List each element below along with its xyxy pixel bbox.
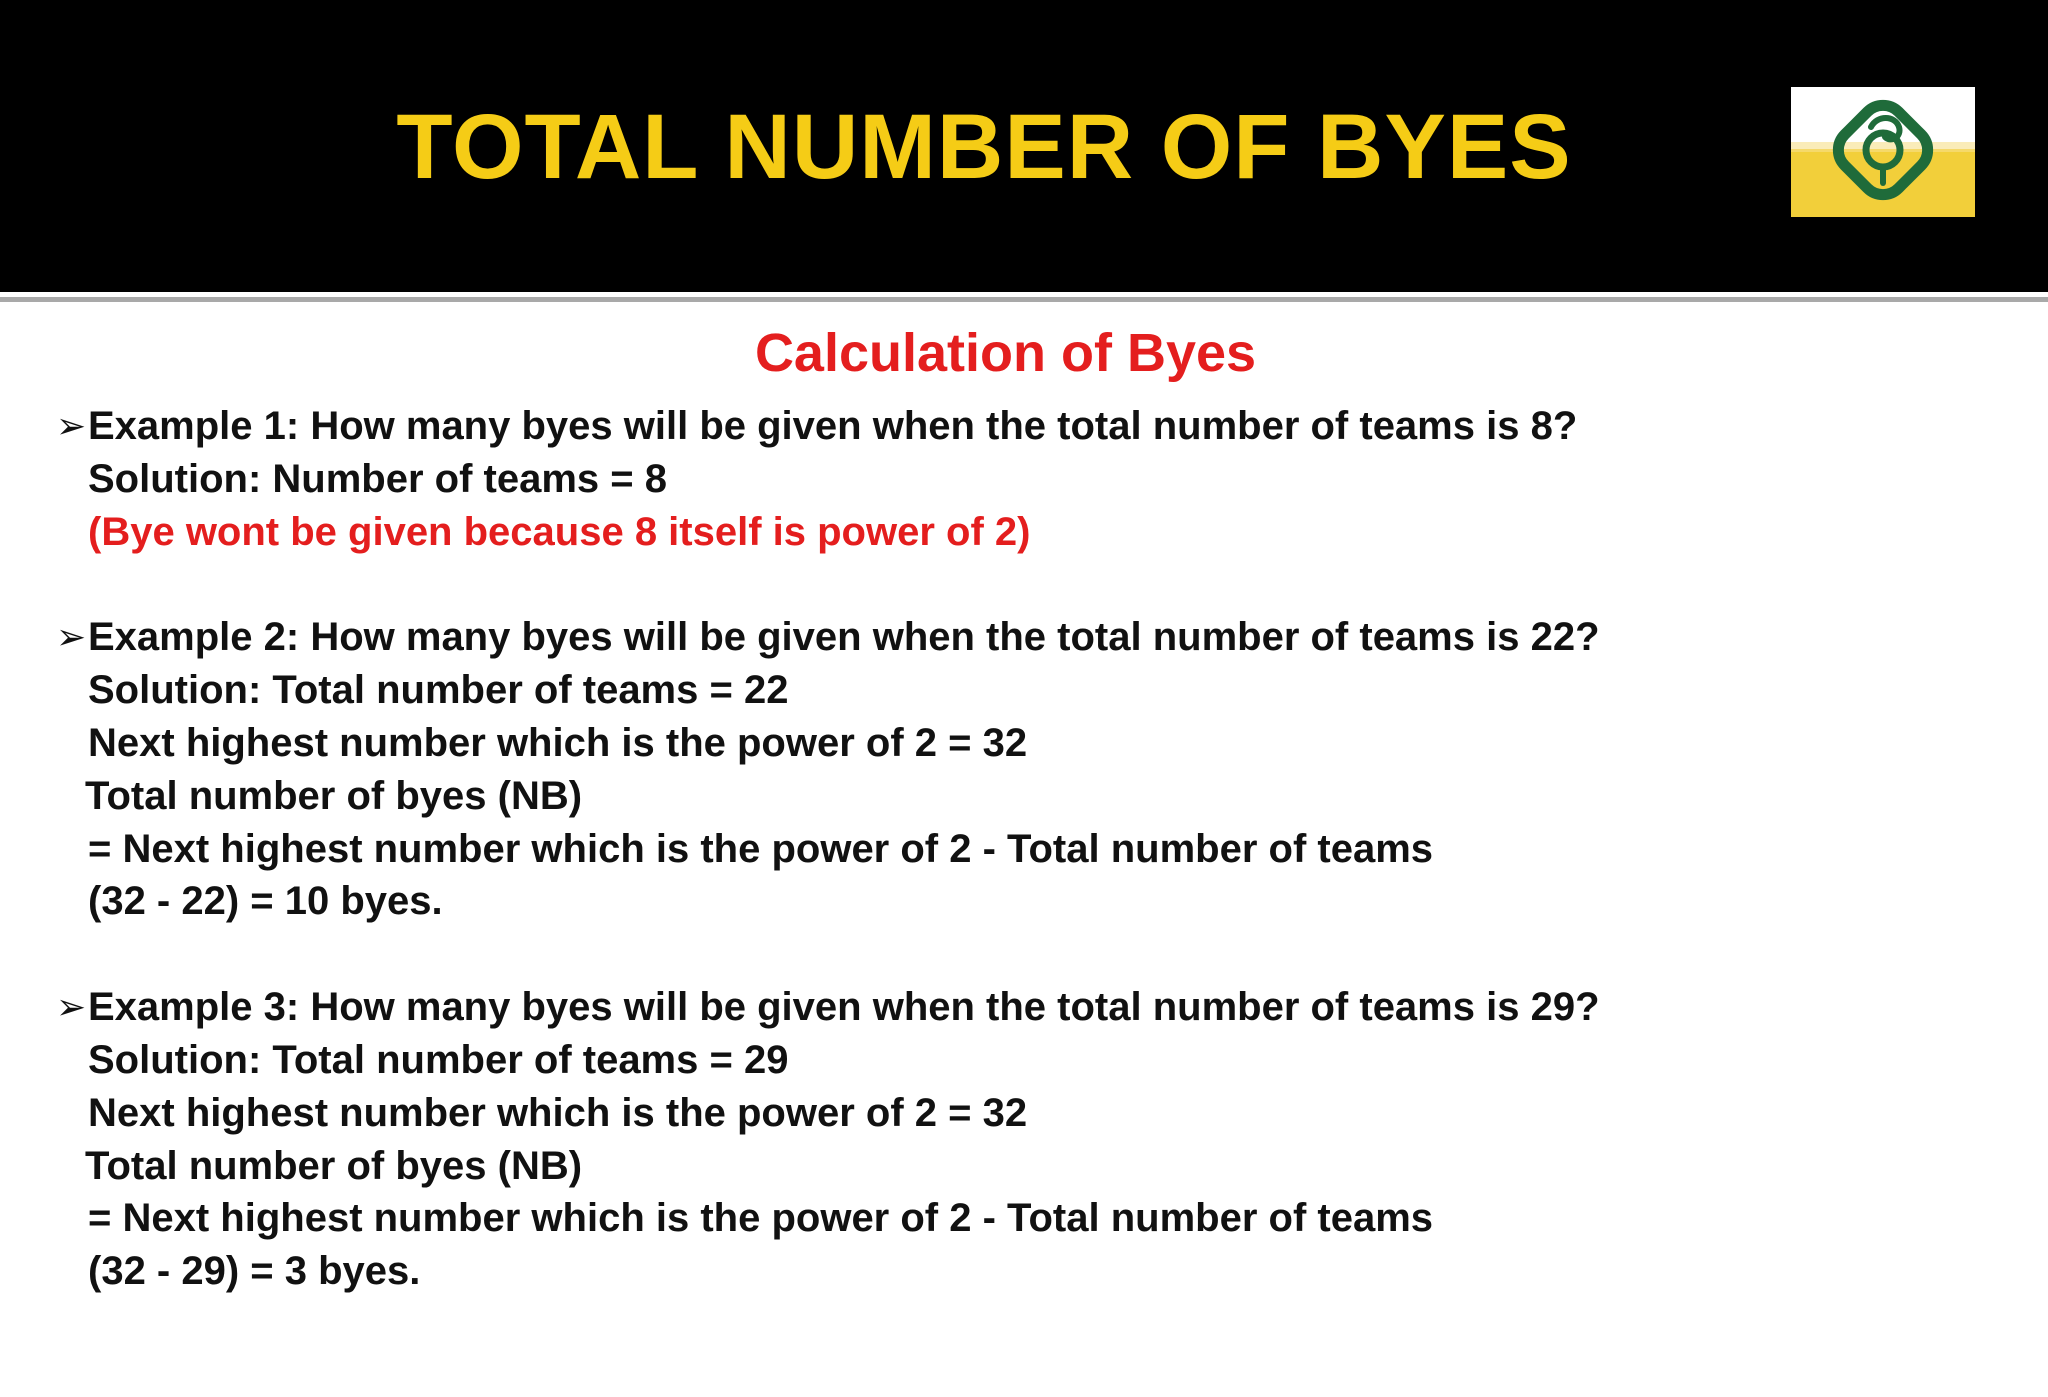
- question-text: Example 1: How many byes will be given when the total number of teams is 8?: [88, 404, 1578, 448]
- header-divider: [0, 297, 2048, 302]
- solution-line: Next highest number which is the power of 2 = 32: [88, 1090, 1028, 1135]
- header-bar: [0, 0, 2048, 292]
- solution-line: Next highest number which is the power of 2 = 32: [88, 720, 1028, 765]
- organization-logo: [1791, 87, 1975, 217]
- section-heading: Calculation of Byes: [754, 323, 1257, 383]
- solution-line: Solution: Number of teams = 8: [88, 456, 667, 501]
- example-question: [56, 400, 1956, 453]
- example-block: [56, 981, 1956, 1298]
- solution-line: Solution: Total number of teams = 29: [88, 1037, 789, 1082]
- arrow-bullet-icon: ➢: [56, 616, 87, 658]
- example-block: [56, 400, 1956, 558]
- solution-line: Total number of byes (NB): [85, 773, 583, 818]
- solution-line: = Next highest number which is the power of 2 - Total number of teams: [88, 826, 1433, 871]
- example-question: [56, 611, 1956, 664]
- question-text: Example 3: How many byes will be given when the total number of teams is 29?: [88, 985, 1600, 1030]
- question-text: Example 2: How many byes will be given when the total number of teams is 22?: [88, 615, 1600, 660]
- arrow-bullet-icon: ➢: [56, 986, 87, 1028]
- solution-line: Total number of byes (NB): [85, 1143, 583, 1188]
- result-line: (32 - 22) = 10 byes.: [88, 879, 443, 924]
- arrow-bullet-icon: ➢: [56, 405, 87, 446]
- solution-line: = Next highest number which is the power of 2 - Total number of teams: [88, 1196, 1433, 1241]
- example-question: [56, 981, 1956, 1034]
- note-line: (Bye wont be given because 8 itself is power of 2): [88, 509, 1031, 554]
- examples-content: [56, 400, 1956, 1351]
- solution-line: Solution: Total number of teams = 22: [88, 668, 789, 713]
- result-line: (32 - 29) = 3 byes.: [88, 1249, 421, 1294]
- example-block: [56, 611, 1956, 928]
- slide-title: TOTAL NUMBER OF BYES: [396, 96, 1572, 198]
